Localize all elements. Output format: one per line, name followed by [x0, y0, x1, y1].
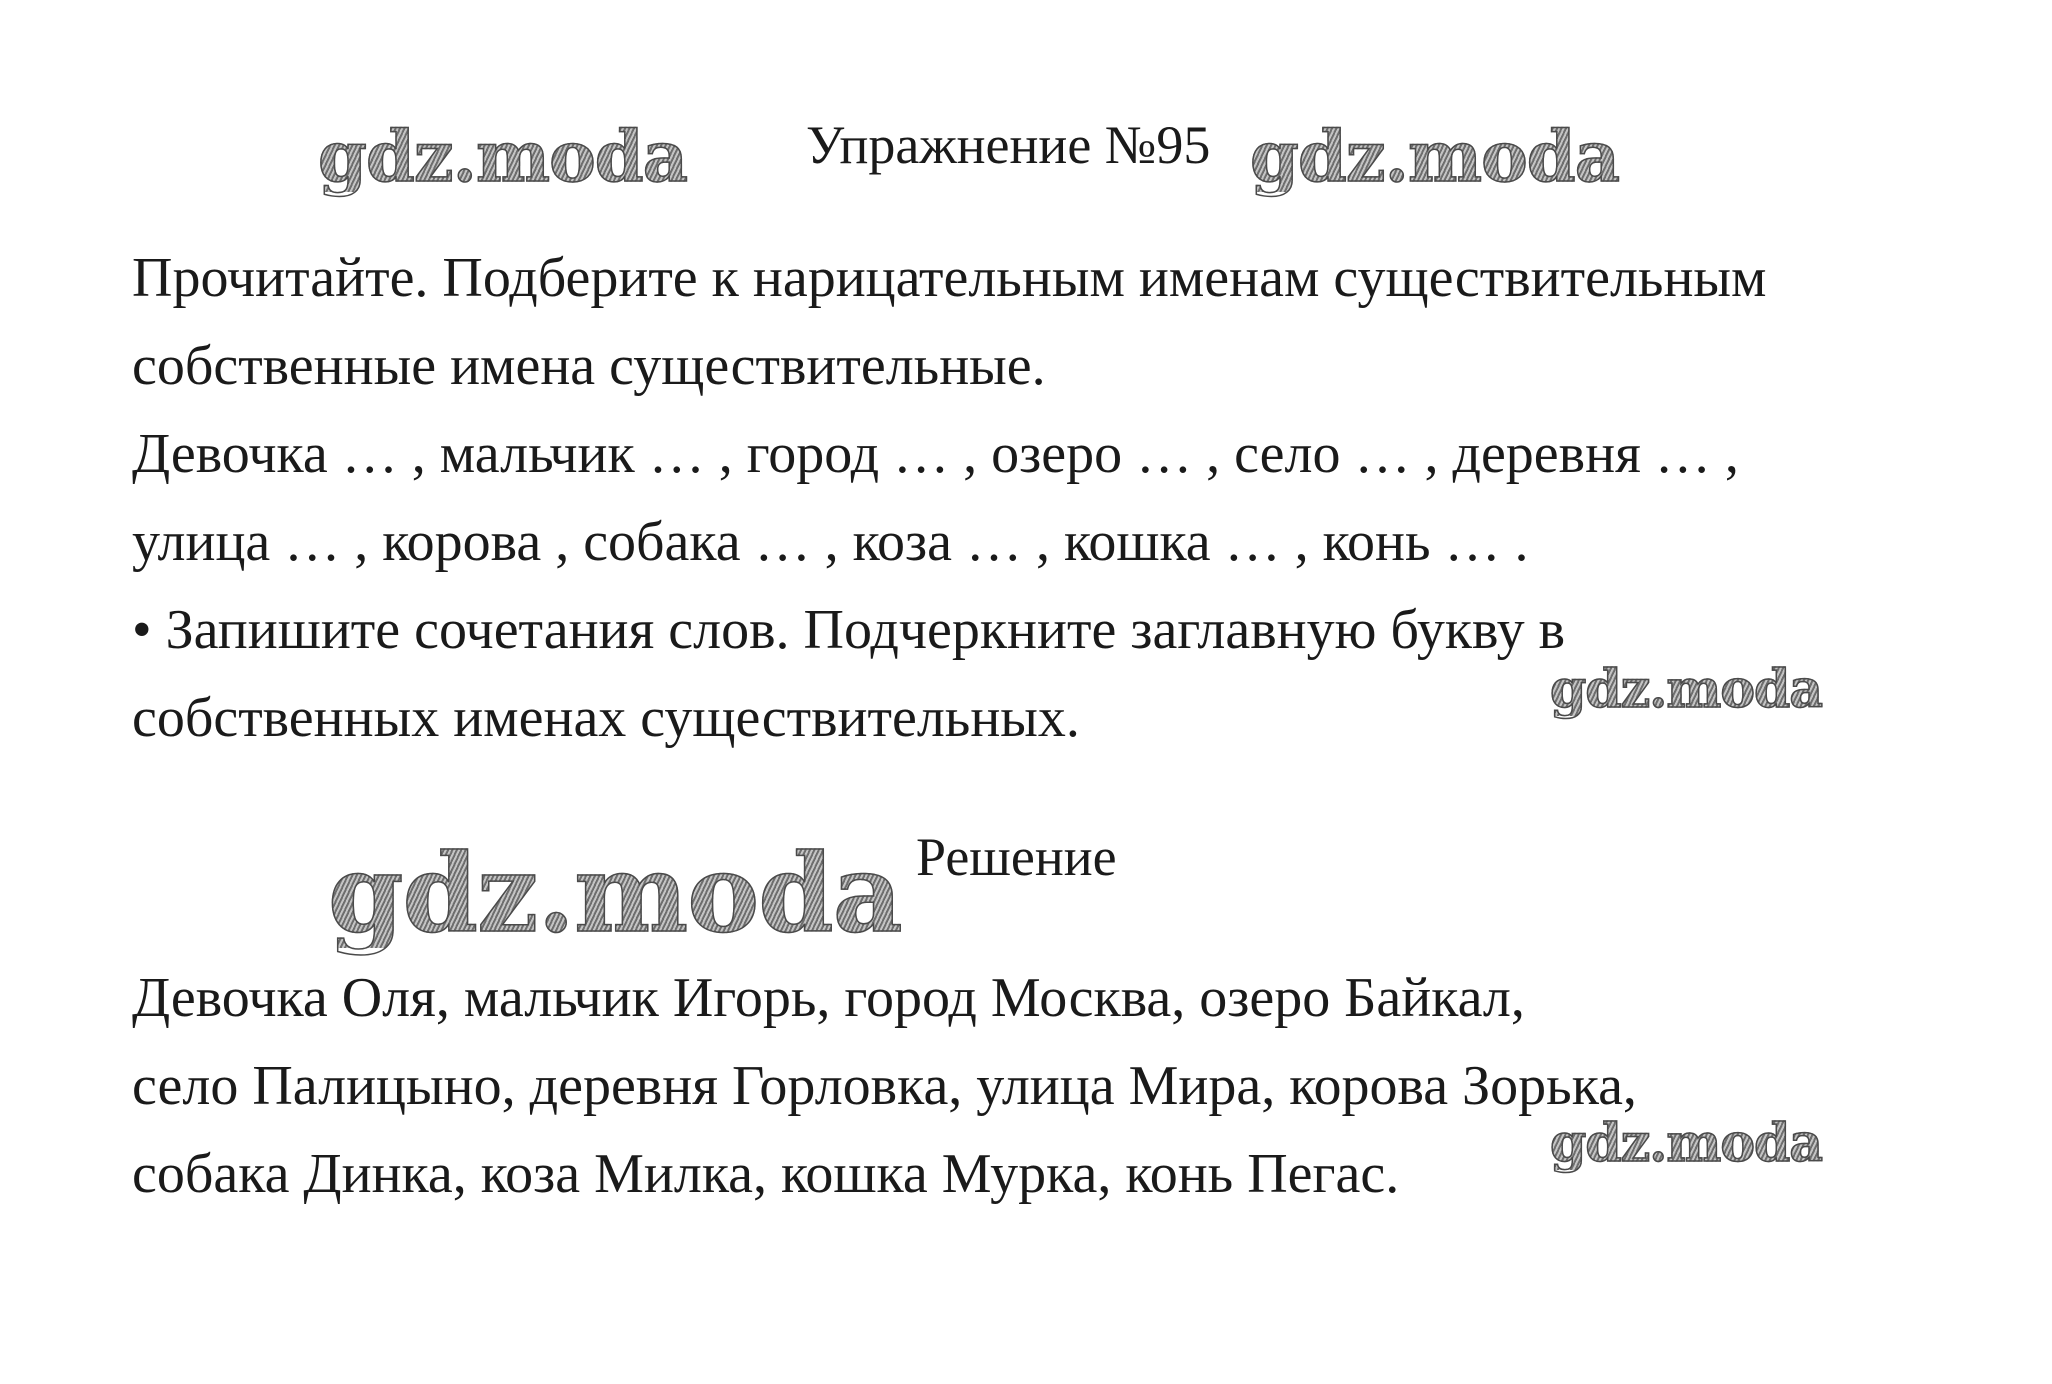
task-line: собственные имена существительные.: [132, 335, 1046, 397]
task-line: Девочка … , мальчик … , город … , озеро … , село … , деревня … ,: [132, 423, 1739, 485]
solution-line: Девочка Оля, мальчик Игорь, город Москва, озеро Байкал,: [132, 967, 1525, 1029]
solution-heading: Решение: [916, 827, 1117, 887]
watermark-logo: gdz.moda: [328, 831, 902, 957]
watermark-logo: gdz.moda: [318, 115, 688, 198]
solution-line: село Палицыно, деревня Горловка, улица Мира, корова Зорька,: [132, 1055, 1637, 1117]
task-line: собственных именах существительных.: [132, 687, 1080, 749]
task-line: Прочитайте. Подберите к нарицательным именам существительным: [132, 247, 1767, 309]
solution-line: собака Динка, коза Милка, кошка Мурка, конь Пегас.: [132, 1143, 1400, 1205]
task-line: улица … , корова , собака … , коза … , кошка … , конь … .: [132, 511, 1529, 573]
watermark-logo: gdz.moda: [1250, 115, 1620, 198]
watermark-logo: gdz.moda: [1550, 659, 1823, 720]
watermark-logo: gdz.moda: [1550, 1113, 1823, 1174]
task-line: • Запишите сочетания слов. Подчеркните заглавную букву в: [132, 599, 1566, 661]
exercise-title: Упражнение №95: [806, 115, 1211, 175]
